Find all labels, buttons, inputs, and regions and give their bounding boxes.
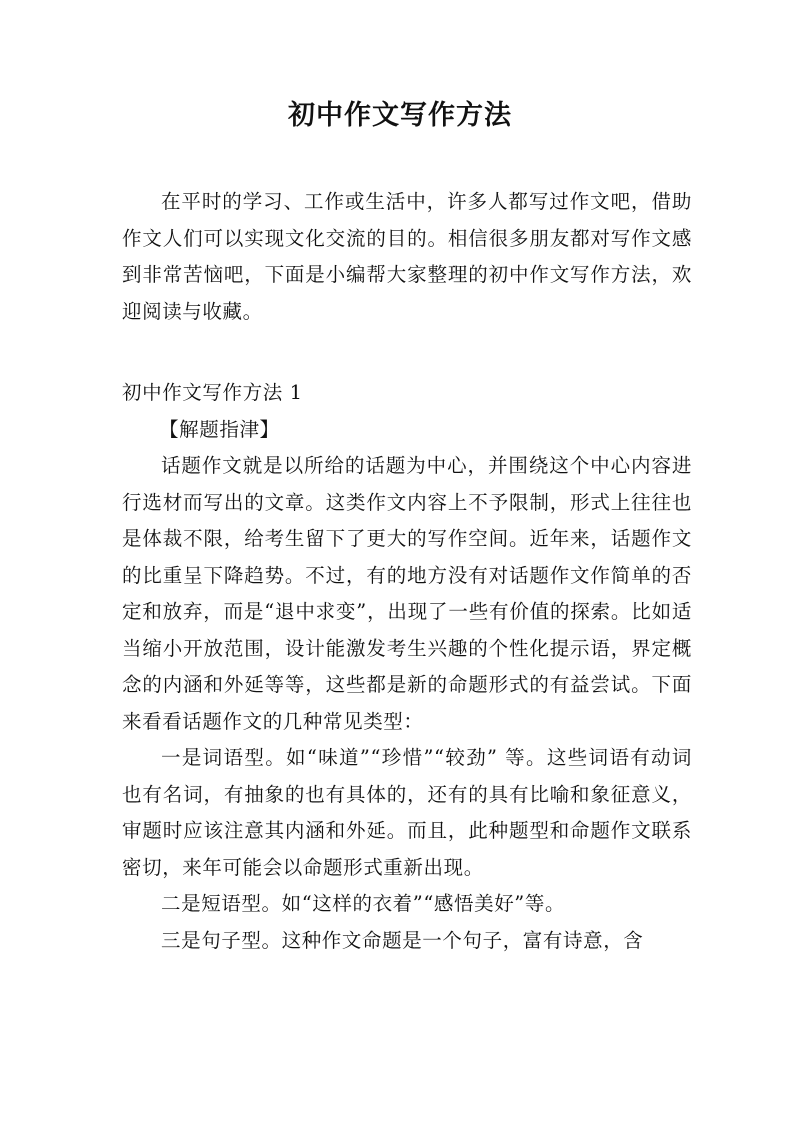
intro-paragraph: 在平时的学习、工作或生活中，许多人都写过作文吧，借助作文人们可以实现文化交流的目的。相信很多朋友都对写作文感到非常苦恼吧，下面是小编帮大家整理的初中作文写作方法，欢迎阅读与收藏。 [122, 190, 692, 323]
section-heading: 初中作文写作方法 1 [122, 381, 303, 404]
document-title: 初中作文写作方法 [288, 100, 512, 131]
body-paragraph: 一是词语型。如“味道”“珍惜”“较劲” 等。这些词语有动词也有名词，有抽象的也有具体的，还有的具有比喻和象征意义，审题时应该注意其内涵和外延。而且，此种题型和命题作文联系密切，来年可能会以命题形式重新出现。 [122, 746, 692, 879]
body-paragraph: 三是句子型。这种作文命题是一个句子，富有诗意，含 [161, 928, 644, 952]
section-subheading: 【解题指津】 [159, 417, 280, 441]
body-paragraph: 话题作文就是以所给的话题为中心，并围绕这个中心内容进行选材而写出的文章。这类作文内容上不予限制，形式上往往也是体裁不限，给考生留下了更大的写作空间。近年来，话题作文的比重呈下降趋势。不过，有的地方没有对话题作文作简单的否定和放弃，而是“退中求变”，出现了一些有价值的探索。比如适当缩小开放范围，设计能激发考生兴趣的个性化提示语，界定概念的内涵和外延等等，这些都是新的命题形式的有益尝试。下面来看看话题作文的几种常见类型： [122, 454, 692, 733]
section-1 [122, 375, 692, 959]
body-paragraph: 二是短语型。如“这样的衣着”“感悟美好”等。 [161, 892, 566, 915]
